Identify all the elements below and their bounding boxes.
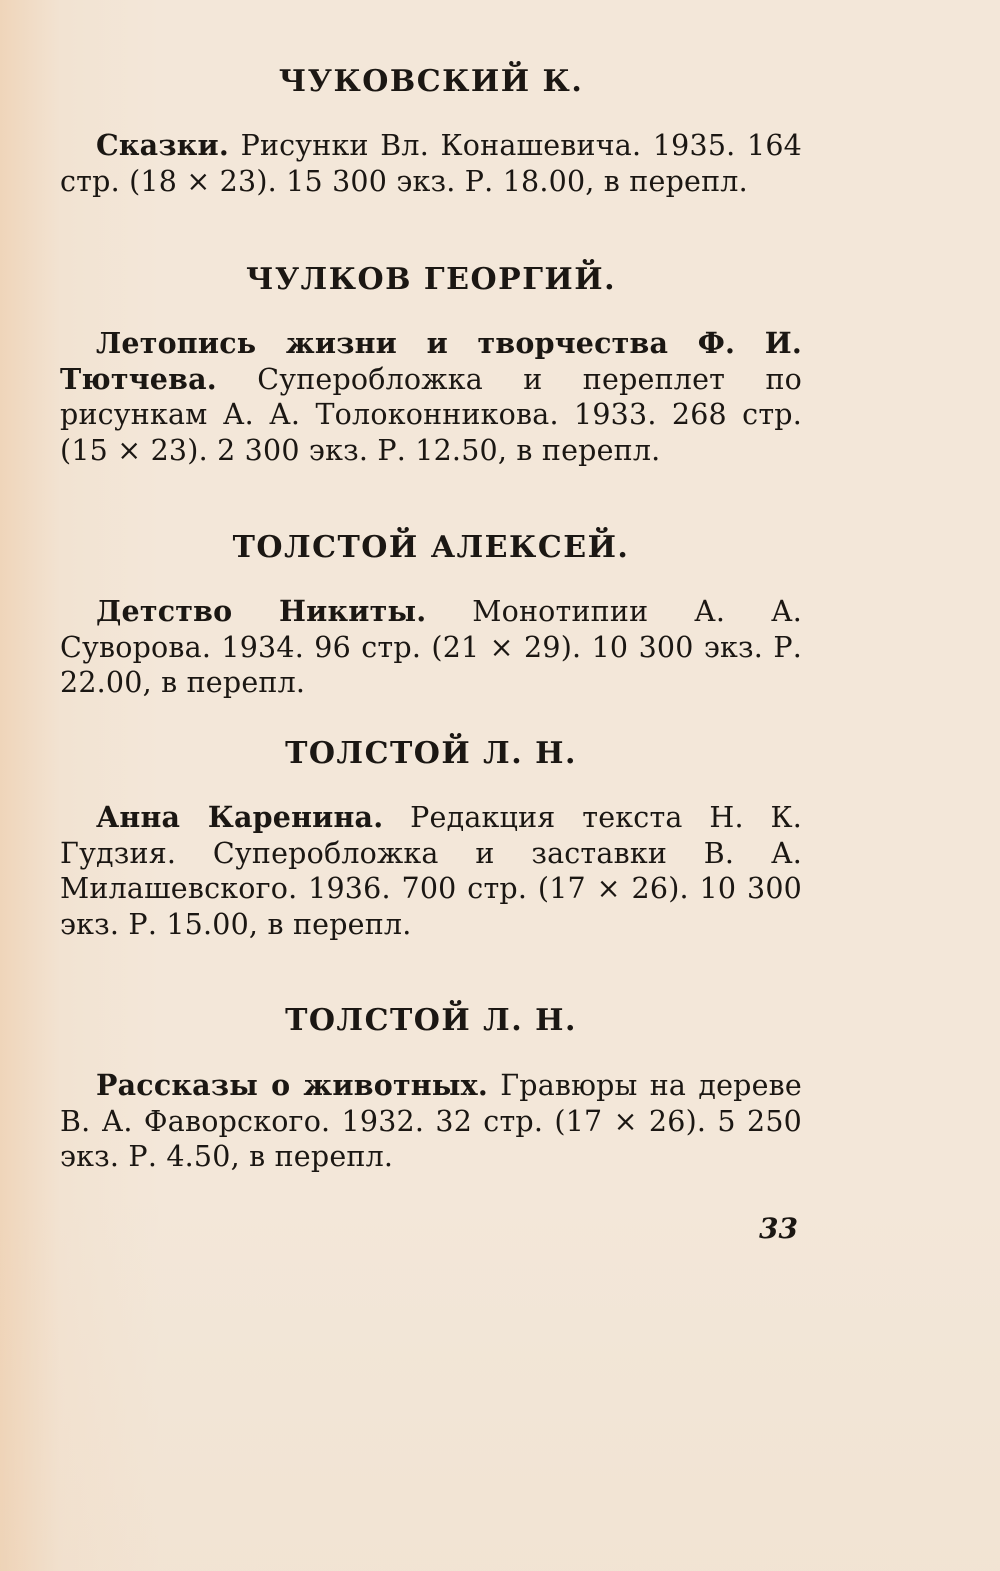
book-entry <box>60 326 802 468</box>
book-title: Летопись жизни и творчества Ф. И. Тютчева. <box>60 326 802 396</box>
page-content <box>60 0 802 1571</box>
book-entry <box>60 1068 802 1175</box>
author-heading: ТОЛСТОЙ АЛЕКСЕЙ. <box>232 530 630 565</box>
book-entry <box>60 594 802 701</box>
author-heading: ЧУКОВСКИЙ К. <box>278 64 584 99</box>
book-entry <box>60 800 802 942</box>
book-title: Сказки. <box>96 128 229 162</box>
book-details: Рисунки Вл. Конашевича. 1935. 164 стр. (18 × 23). 15 300 экз. Р. 18.00, в перепл. <box>60 129 802 198</box>
book-title: Рассказы о животных. <box>96 1068 488 1102</box>
author-heading: ЧУЛКОВ ГЕОРГИЙ. <box>245 262 617 297</box>
page-number: 33 <box>759 1212 798 1245</box>
author-heading: ТОЛСТОЙ Л. Н. <box>285 1003 577 1038</box>
book-title: Детство Никиты. <box>96 594 427 628</box>
book-details: Редакция текста Н. К. Гудзия. Суперобложка и заставки В. А. Милашевского. 1936. 700 стр. (17 × 26). 10 300 экз. Р. 15.00, в перепл. <box>60 801 803 941</box>
book-details: Гравюры на дереве В. А. Фаворского. 1932. 32 стр. (17 × 26). 5 250 экз. Р. 4.50, в перепл. <box>60 1069 802 1173</box>
book-details: Монотипии А. А. Суворова. 1934. 96 стр. (21 × 29). 10 300 экз. Р. 22.00, в перепл. <box>60 595 802 699</box>
book-title: Анна Каренина. <box>96 800 384 834</box>
book-entry <box>60 128 802 199</box>
author-heading: ТОЛСТОЙ Л. Н. <box>285 736 577 771</box>
book-details: Суперобложка и переплет по рисункам А. А. Толоконникова. 1933. 268 стр. (15 × 23). 2 300 экз. Р. 12.50, в перепл. <box>60 362 803 467</box>
